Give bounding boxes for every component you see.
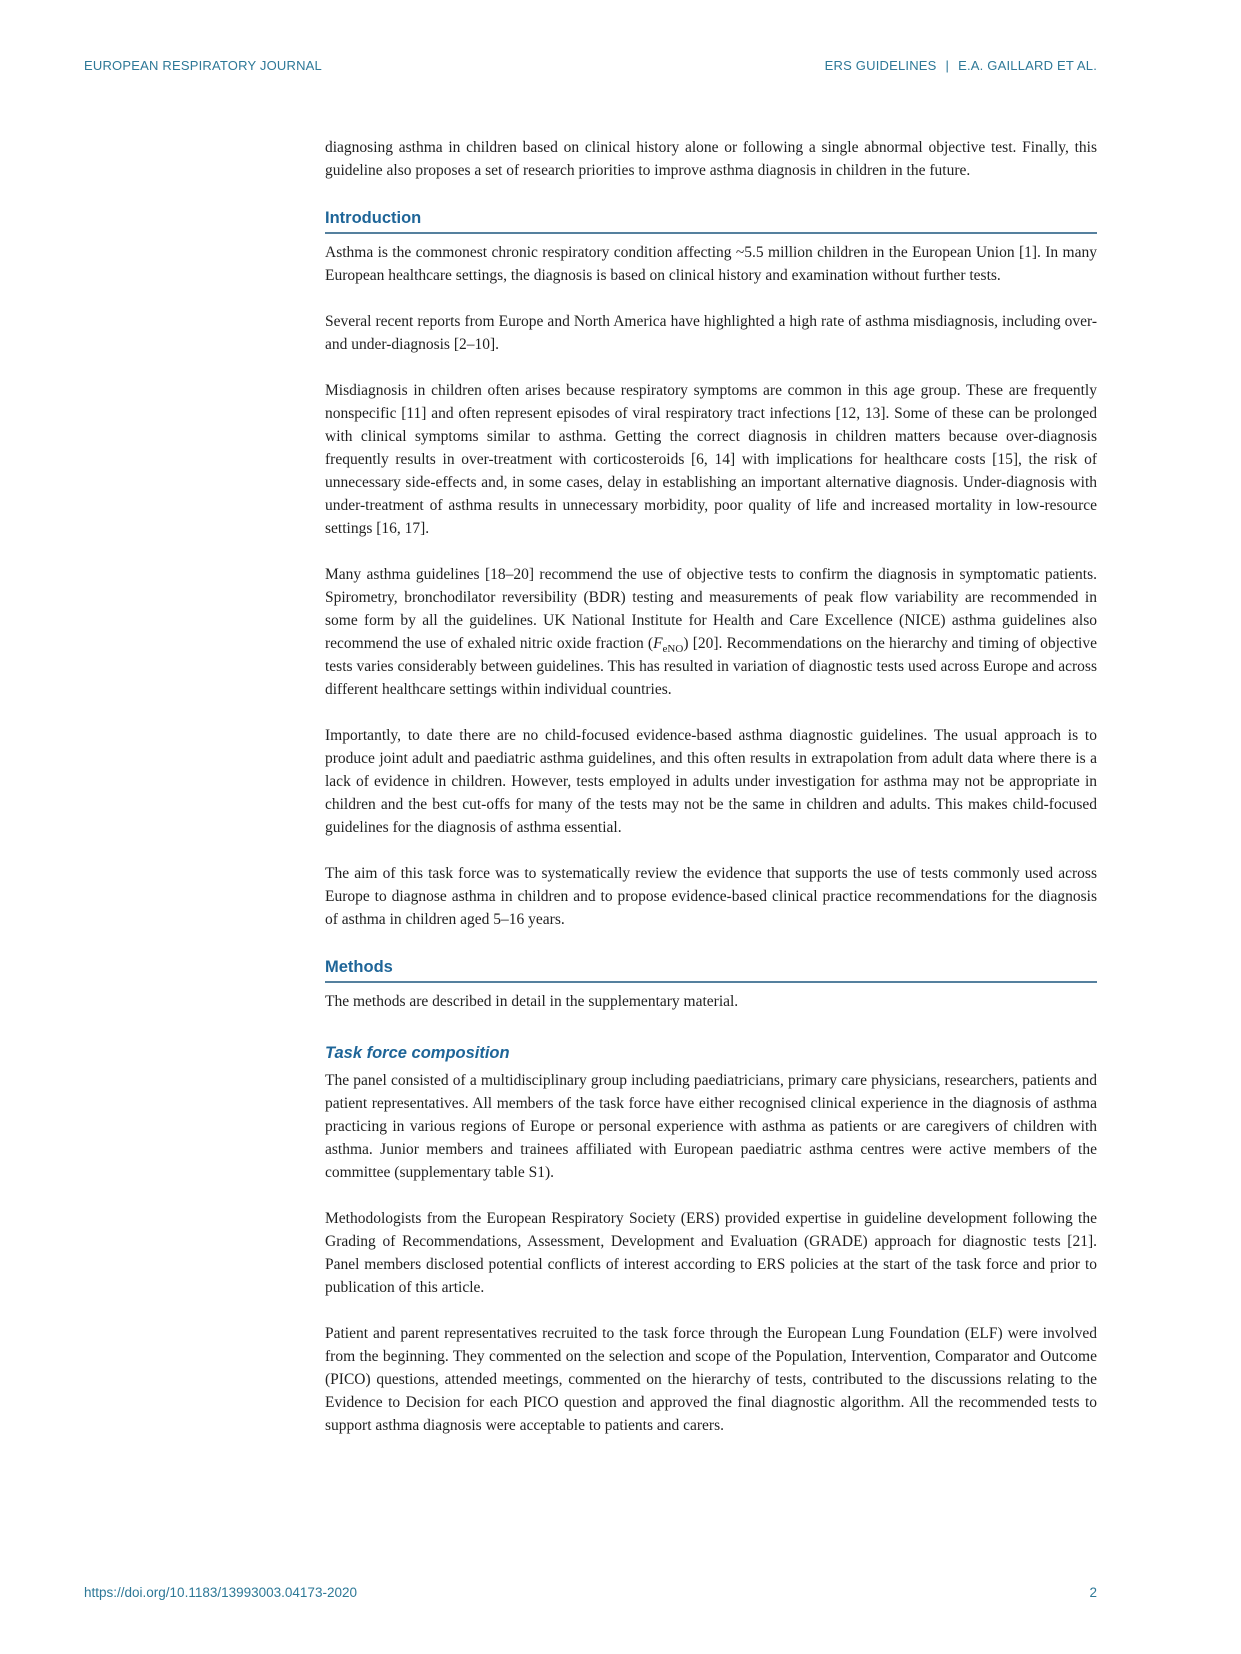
page-header bbox=[84, 58, 1097, 73]
article-type-label: ERS GUIDELINES bbox=[824, 58, 937, 73]
methods-section bbox=[325, 957, 1097, 1437]
task-force-paragraph-1: The panel consisted of a multidisciplinary group including paediatricians, primary care physicians, researchers, patients and patient representatives. All members of the task force have either recognised clinical experience in the diagnosis of asthma practicing in various regions of Europe or personal experience with asthma as patients or are caregivers of children with asthma. Junior members and trainees affiliated with European paediatric asthma centres were active members of the committee (supplementary table S1). bbox=[325, 1072, 1097, 1181]
guidelines-text-part1: Many asthma guidelines [18–20] recommend the use of objective tests to confirm the diagnosis in symptomatic patients. Spirometry, bronchodilator reversibility (BDR) testing and measurements of peak flow variability are recommended in some form by all the guidelines. UK National Institute for Health and Care Excellence (NICE) asthma guidelines also recommend the use of exhaled nitric oxide fraction ( bbox=[325, 566, 1097, 652]
journal-name: EUROPEAN RESPIRATORY JOURNAL bbox=[84, 58, 322, 73]
doi-link[interactable]: https://doi.org/10.1183/13993003.04173-2020 bbox=[84, 1585, 357, 1600]
introduction-heading: Introduction bbox=[325, 208, 1097, 234]
task-force-paragraph-2: Methodologists from the European Respiratory Society (ERS) provided expertise in guideline development following the Grading of Recommendations, Assessment, Development and Evaluation (GRADE) approach for diagnostic tests [21]. Panel members disclosed potential conflicts of interest according to ERS policies at the start of the task force and prior to publication of this article. bbox=[325, 1210, 1097, 1296]
intro-paragraph-5: Importantly, to date there are no child-focused evidence-based asthma diagnostic guidelines. The usual approach is to produce joint adult and paediatric asthma guidelines, and this often results in extrapolation from adult data where there is a lack of evidence in children. However, tests employed in adults under investigation for asthma may not be appropriate in children and the best cut-offs for many of the tests may not be the same in children and adults. This makes child-focused guidelines for the diagnosis of asthma essential. bbox=[325, 727, 1097, 836]
methods-heading: Methods bbox=[325, 957, 1097, 983]
feno-subscript: eNO bbox=[662, 643, 684, 656]
intro-guidelines-paragraph bbox=[325, 563, 1097, 701]
lead-paragraph: diagnosing asthma in children based on clinical history alone or following a single abnormal objective test. Finally, this guideline also proposes a set of research priorities to improve asthma diagnosis in children in the future. bbox=[325, 139, 1097, 179]
intro-paragraph-3: Misdiagnosis in children often arises because respiratory symptoms are common in this age group. These are frequently nonspecific [11] and often represent episodes of viral respiratory tract infections [12, 13]. Some of these can be prolonged with clinical symptoms similar to asthma. Getting the correct diagnosis in children matters because over-diagnosis frequently results in over-treatment with corticosteroids [6, 14] with implications for healthcare costs [15], the risk of unnecessary side-effects and, in some cases, delay in establishing an important alternative diagnosis. Under-diagnosis with under-treatment of asthma results in unnecessary morbidity, poor quality of life and increased mortality in low-resource settings [16, 17]. bbox=[325, 382, 1097, 537]
task-force-paragraph-3: Patient and parent representatives recruited to the task force through the European Lung Foundation (ELF) were involved from the beginning. They commented on the selection and scope of the Population, Intervention, Comparator and Outcome (PICO) questions, attended meetings, commented on the hierarchy of tests, contributed to the discussions relating to the Evidence to Decision for each PICO question and approved the final diagnostic algorithm. All the recommended tests to support asthma diagnosis were acceptable to patients and carers. bbox=[325, 1325, 1097, 1434]
intro-paragraph-1: Asthma is the commonest chronic respiratory condition affecting ~5.5 million children in the European Union [1]. In many European healthcare settings, the diagnosis is based on clinical history and examination without further tests. bbox=[325, 244, 1097, 284]
introduction-section bbox=[325, 208, 1097, 931]
feno-symbol: F bbox=[653, 635, 663, 652]
intro-paragraph-2: Several recent reports from Europe and North America have highlighted a high rate of asthma misdiagnosis, including over- and under-diagnosis [2–10]. bbox=[325, 313, 1097, 353]
authors-label: E.A. GAILLARD ET AL. bbox=[958, 58, 1097, 73]
guidelines-text-part2: ) [20]. Recommendations on the hierarchy and timing of objective tests varies considerably between guidelines. This has resulted in variation of diagnostic tests used across Europe and across different healthcare settings within individual countries. bbox=[325, 635, 1097, 698]
header-right bbox=[825, 58, 1097, 73]
intro-paragraph-6: The aim of this task force was to systematically review the evidence that supports the use of tests commonly used across Europe to diagnose asthma in children and to propose evidence-based clinical practice recommendations for the diagnosis of asthma in children aged 5–16 years. bbox=[325, 865, 1097, 928]
methods-paragraph: The methods are described in detail in the supplementary material. bbox=[325, 993, 739, 1010]
task-force-heading: Task force composition bbox=[325, 1044, 510, 1062]
page-footer bbox=[84, 1585, 1097, 1600]
article-body bbox=[325, 136, 1097, 1460]
page-number: 2 bbox=[1089, 1585, 1097, 1600]
header-separator: | bbox=[945, 58, 950, 73]
